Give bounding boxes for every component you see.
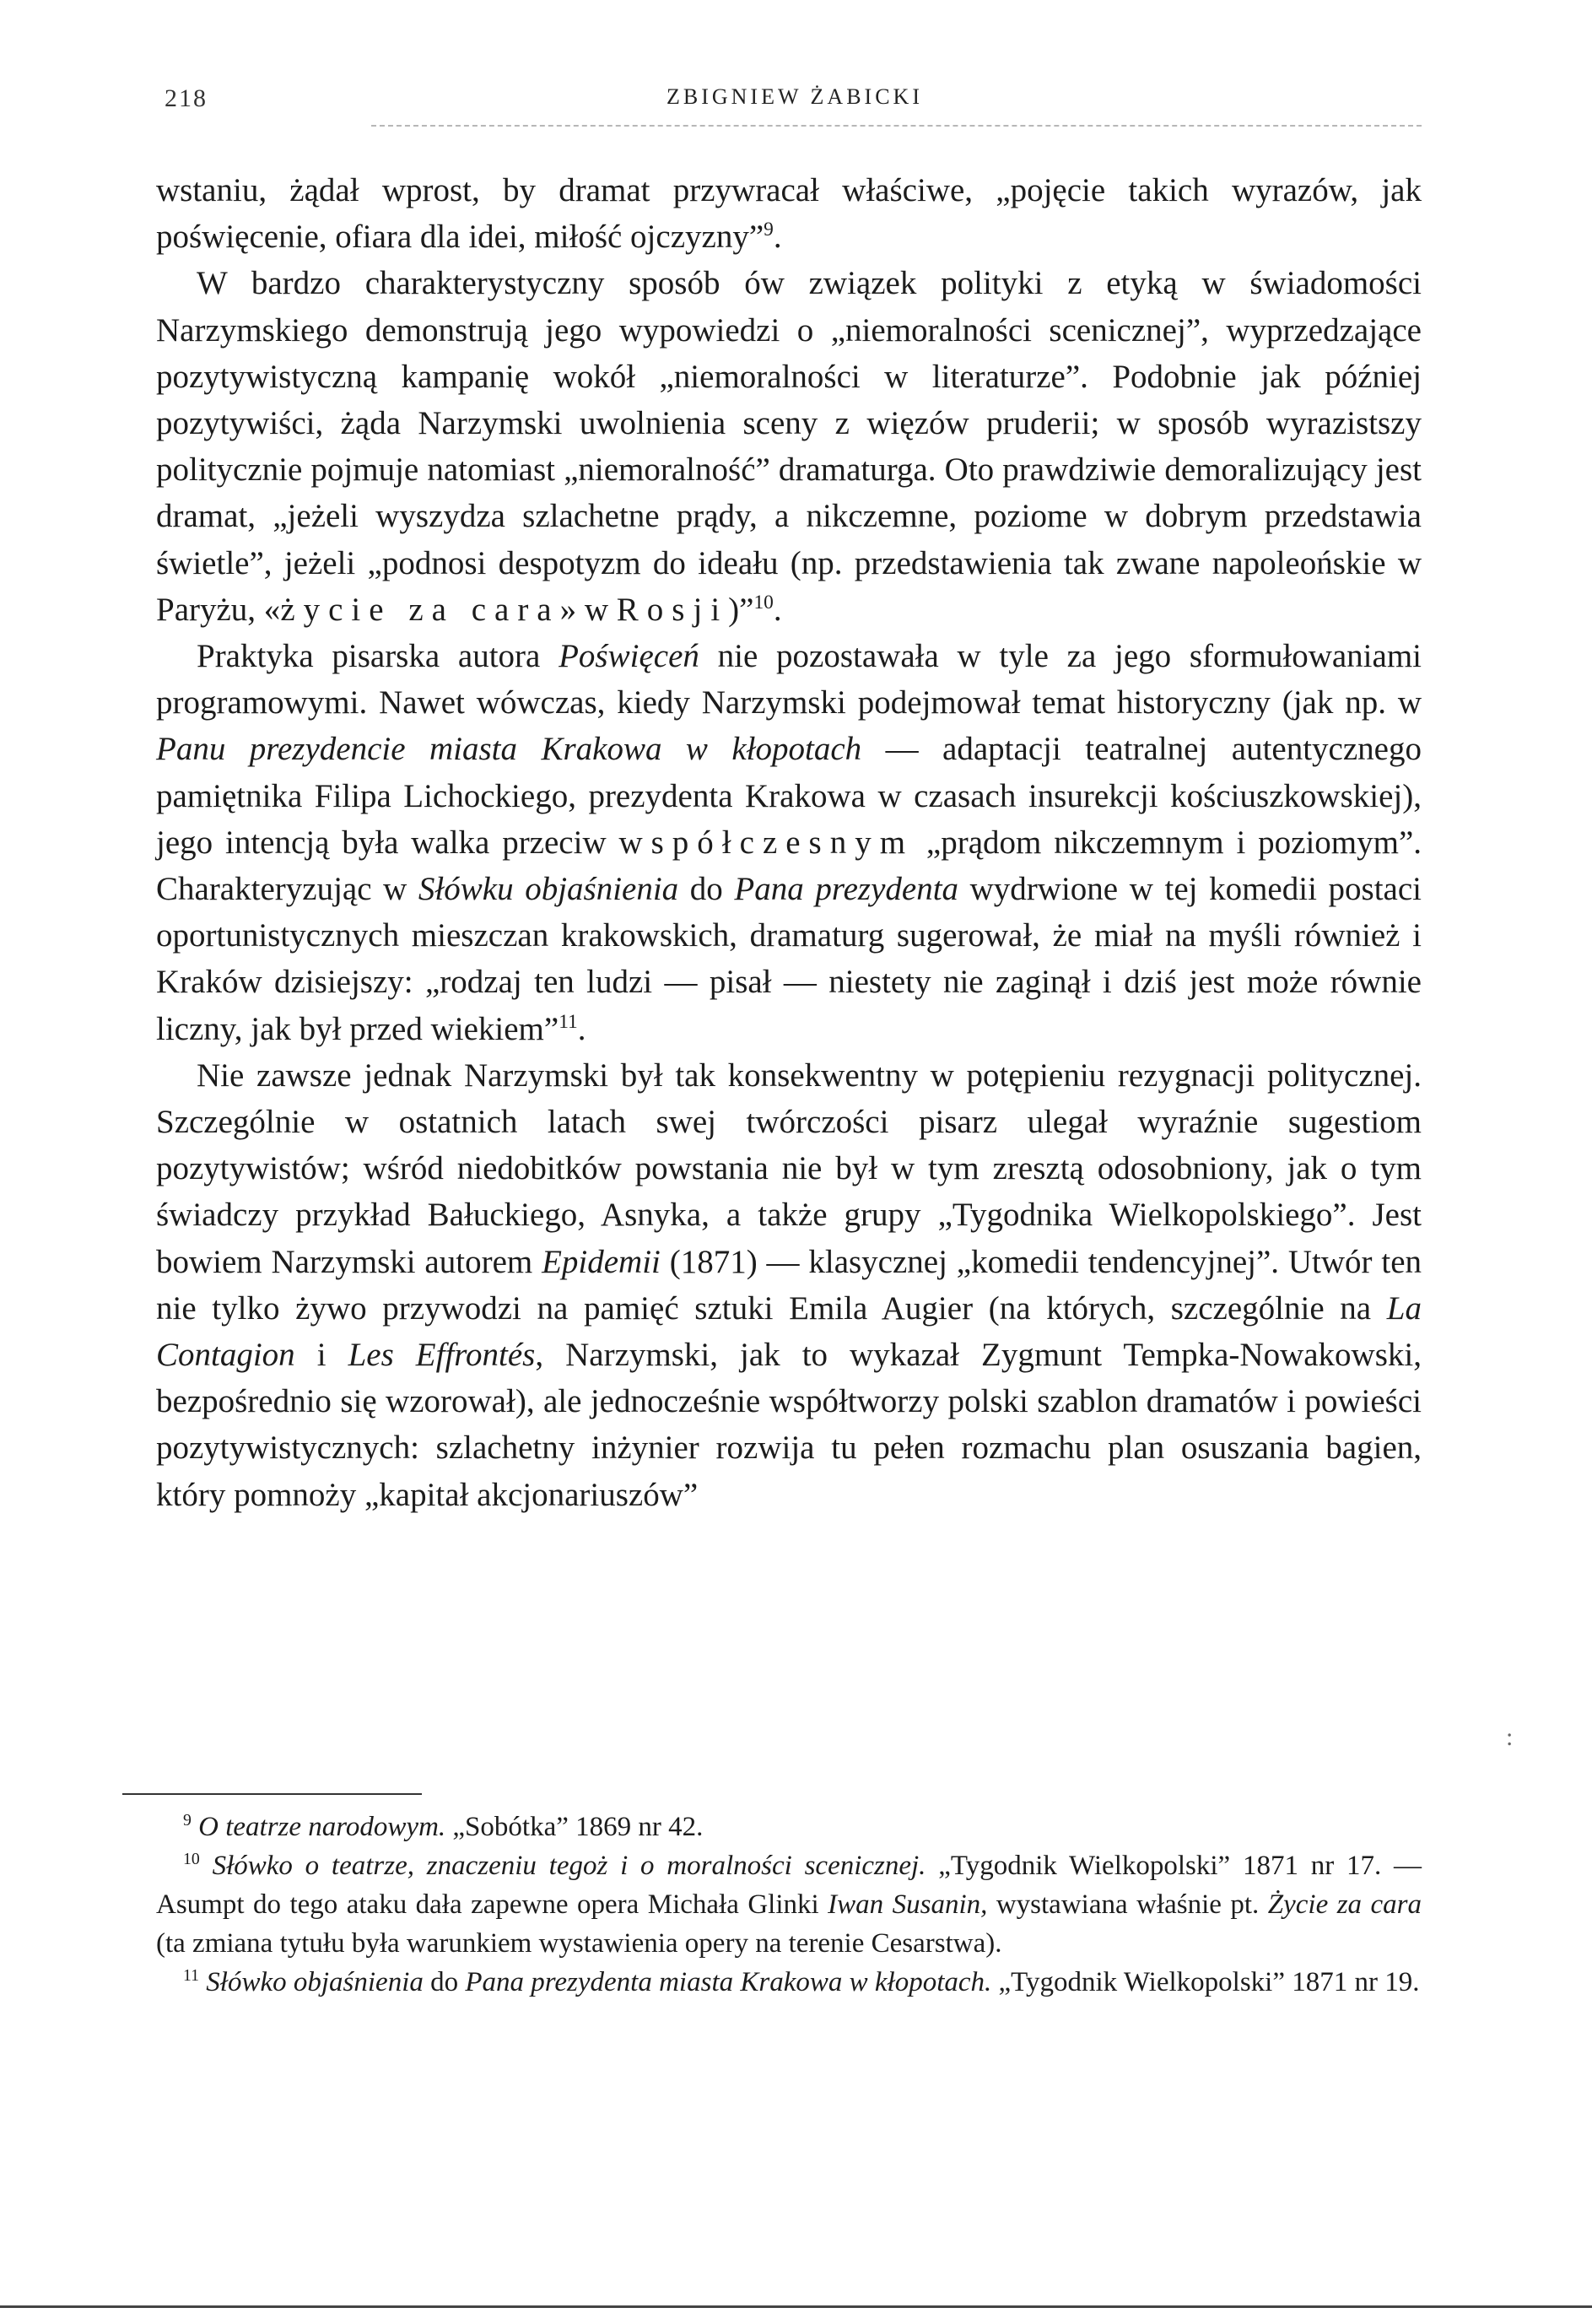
footnote (156, 1846, 1422, 1963)
text-run: wstaniu, żądał wprost, by dramat przywracał właściwe, „pojęcie takich wyrazów, jak poświęcenie, ofiara dla idei, miłość ojczyzny” (156, 172, 1422, 256)
italic-title: Iwan Susanin, (828, 1889, 988, 1920)
text-run: (ta zmiana tytułu była warunkiem wystawienia opery na terenie Cesarstwa). (156, 1928, 1002, 1959)
italic-title: Poświęceń (559, 638, 699, 675)
paragraph (156, 633, 1422, 1052)
margin-mark: : (1506, 1723, 1514, 1751)
text-run: „Tygodnik Wielkopolski” 1871 nr 17. — Asumpt do tego ataku dała zapewne opera Michała Glinki (156, 1851, 1422, 1920)
text-run: Nie zawsze jednak Narzymski był tak konsekwentny w potępieniu rezygnacji politycznej. Szczególnie w ostatnich latach swej twórczości pisarz ulegał wyraźnie sugestiom pozytywistów; wśród niedobitków powstania nie był w tym zresztą odosobniony, jak o tym świadczy przykład Bałuckiego, Asnyka, a także grupy „Tygodnika Wielkopolskiego”. Jest bowiem Narzymski autorem (156, 1057, 1422, 1280)
page-number: 218 (165, 84, 208, 112)
footnote-ref: 10 (183, 1850, 200, 1868)
footnote-ref: 9 (183, 1811, 192, 1829)
footnotes (156, 1808, 1422, 2002)
text-run: wydrwione w tej komedii postaci oportunistycznych mieszczan krakowskich, dramaturg sugerował, że miał na myśli również i Kraków dzisiejszy: „rodzaj ten ludzi — pisał — niestety nie zaginął i dziś jest może równie liczny, jak był przed wiekiem” (156, 871, 1422, 1047)
text-run: . (773, 591, 782, 628)
text-run: W bardzo charakterystyczny sposób ów związek polityki z etyką w świadomości Narzymskiego demonstrują jego wypowiedzi o „niemoralności scenicznej”, wyprzedzające pozytywistyczną kampanię wokół „niemoralności w literaturze”. Podobnie jak później pozytywiści, żąda Narzymski uwolnienia sceny z więzów pruderii; w sposób wyrazistszy politycznie pojmuje natomiast „niemoralność” dramaturga. Oto prawdziwie demoralizujący jest dramat, „jeżeli wyszydza szlachetne prądy, a nikczemne, poziome w dobrym przedstawia świetle”, jeżeli „podnosi despotyzm do ideału (np. przedstawienia tak zwane napoleońskie w Paryżu, « (156, 265, 1422, 628)
footnote (156, 1808, 1422, 1846)
footnote-separator (122, 1793, 422, 1795)
italic-title: Słówko objaśnienia (206, 1967, 424, 1997)
italic-title: Słówku objaśnienia (418, 871, 679, 908)
italic-title: Życie za cara (1267, 1889, 1422, 1920)
running-head: ZBIGNIEW ŻABICKI (666, 84, 923, 109)
text-run: do (423, 1967, 466, 1997)
text-run: . (577, 1010, 586, 1047)
footnote (156, 1963, 1422, 2002)
text-run: nie pozostawała w tyle za jego sformułowaniami programowymi. Nawet wówczas, kiedy Narzymski podejmował temat historyczny (jak np. w (156, 638, 1422, 722)
footnote-ref: 9 (764, 219, 774, 241)
text-run: „prądom nikczemnym i poziomym”. Charakteryzując w (156, 824, 1422, 908)
text-run: wystawiana właśnie pt. (987, 1889, 1268, 1920)
text-run: . (773, 219, 782, 256)
text-run: » w (559, 591, 617, 628)
text-run: „Sobótka” 1869 nr 42. (445, 1812, 704, 1842)
italic-title: Les Effrontés (348, 1337, 536, 1374)
text-run: (1871) — klasycznej „komedii tendencyjnej”. Utwór ten nie tylko żywo przywodzi na pamięć sztuki Emila Augier (na których, szczególnie na (156, 1243, 1422, 1327)
text-run (192, 1812, 198, 1842)
body-text (156, 167, 1422, 1518)
scan-edge-line (0, 2305, 1592, 2308)
text-run: , Narzymski, jak to wykazał Zygmunt Tempka-Nowakowski, bezpośrednio się wzorował), ale jednocześnie współtworzy polski szablon dramatów i powieści pozytywistycznych: szlachetny inżynier rozwija tu pełen rozmachu plan osuszania bagien, który pomnoży „kapitał akcjonariuszów” (156, 1337, 1422, 1513)
italic-title: Słówko o teatrze, znaczeniu tegoż i o moralności scenicznej. (212, 1851, 926, 1881)
text-run: „Tygodnik Wielkopolski” 1871 nr 19. (991, 1967, 1420, 1997)
italic-title: Panu prezydencie miasta Krakowa w kłopotach (156, 731, 862, 768)
paragraph (156, 260, 1422, 633)
text-run: Praktyka pisarska autora (197, 638, 559, 675)
spaced-emphasis: współczesnym (618, 824, 915, 861)
header-rule (371, 125, 1422, 127)
text-run: )” (728, 591, 754, 628)
footnote-ref: 11 (183, 1966, 200, 1985)
text-run: i (294, 1337, 348, 1374)
footnote-ref: 11 (559, 1010, 578, 1033)
text-run: do (678, 871, 735, 908)
footnote-ref: 10 (753, 591, 774, 613)
text-run: — adaptacji teatralnej autentycznego pamiętnika Filipa Lichockiego, prezydenta Krakowa w czasach insurekcji kościuszkowskiej), jego intencją była walka przeciw (156, 731, 1422, 861)
paragraph (156, 167, 1422, 260)
italic-title: Pana prezydenta miasta Krakowa w kłopotach. (465, 1967, 992, 1997)
italic-title: Epidemii (542, 1243, 661, 1280)
italic-title: Pana prezydenta (734, 871, 959, 908)
spaced-emphasis: życie za cara (280, 591, 560, 628)
italic-title: La Contagion (156, 1289, 1422, 1374)
italic-title: O teatrze narodowym. (198, 1812, 446, 1842)
paragraph (156, 1052, 1422, 1518)
text-run (200, 1851, 213, 1881)
spaced-emphasis: Rosji (616, 591, 729, 628)
